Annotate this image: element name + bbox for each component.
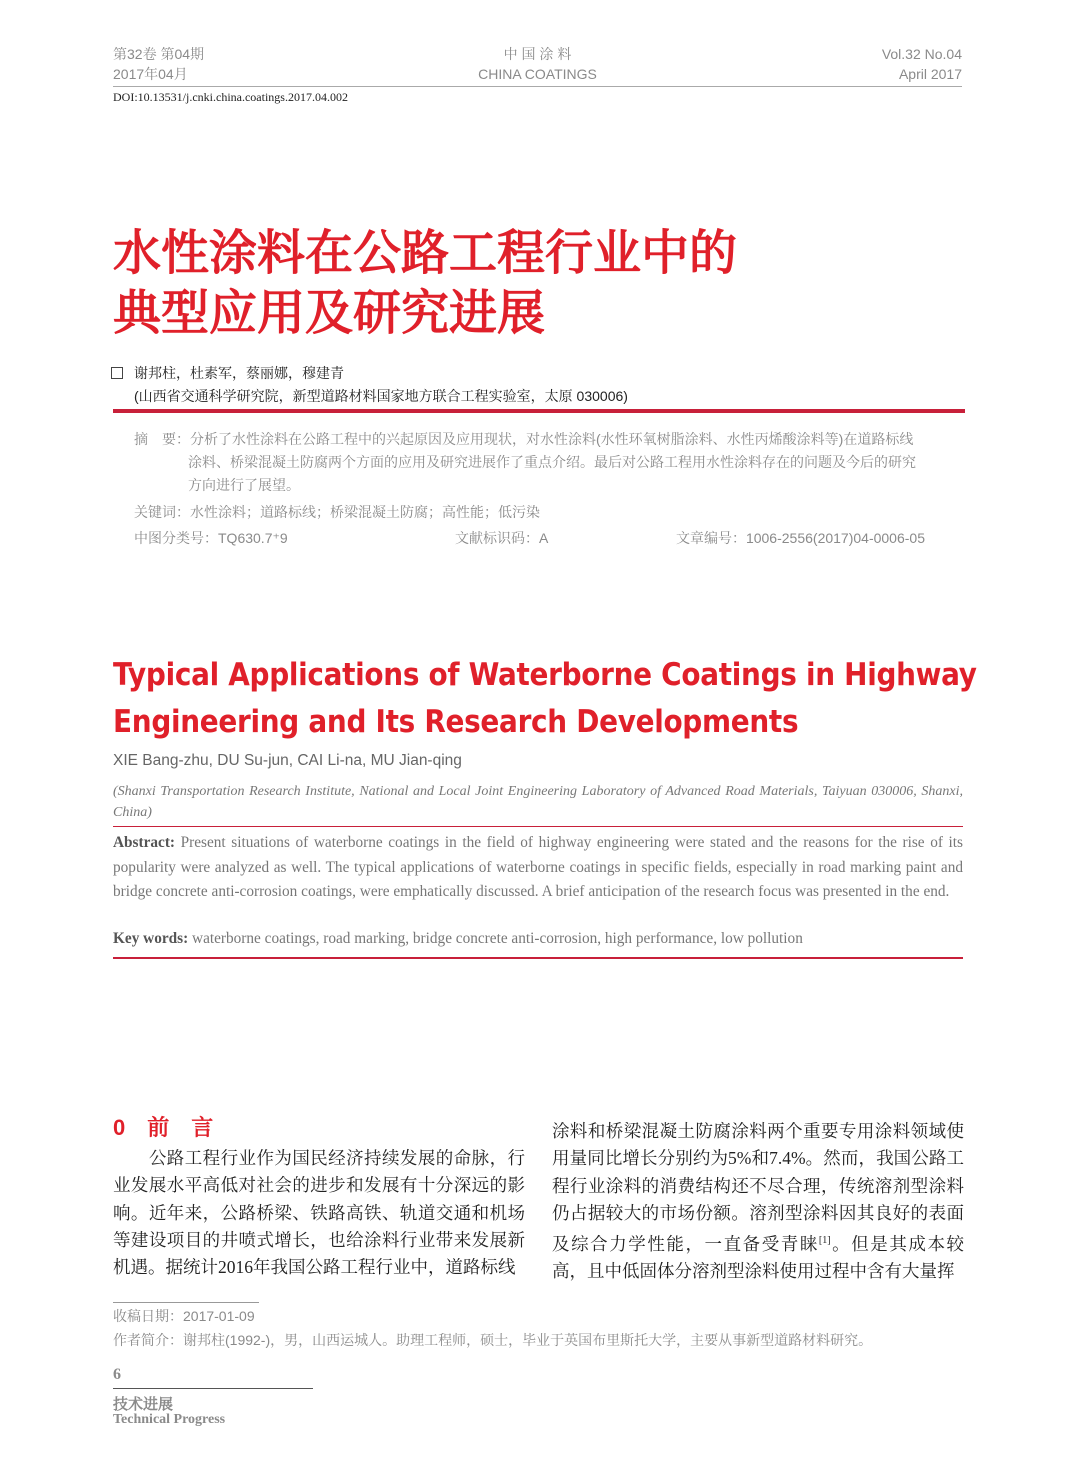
red-rule (113, 409, 965, 413)
keywords-en-label: Key words: (113, 930, 189, 947)
header-rule (113, 86, 962, 87)
body-column-right (552, 1118, 964, 1286)
citation[interactable]: [1] (818, 1235, 831, 1247)
doi: DOI:10.13531/j.cnki.china.coatings.2017.04.002 (113, 90, 348, 104)
volume-cn: 第32卷 第04期 (113, 46, 205, 62)
clc-number: 中图分类号：TQ630.7⁺9 (134, 530, 288, 546)
section-heading (113, 1111, 213, 1142)
affiliation-cn: (山西省交通科学研究院，新型道路材料国家地方联合工程实验室，太原 030006) (134, 388, 628, 404)
square-bullet-icon (111, 367, 123, 379)
received-date: 收稿日期：2017-01-09 (113, 1308, 255, 1324)
date-en: April 2017 (898, 66, 962, 82)
footnote-rule (113, 1302, 259, 1303)
rule (113, 826, 963, 827)
title-cn-line: 水性涂料在公路工程行业中的 (113, 227, 738, 280)
keywords-cn: 关键词：水性涂料；道路标线；桥梁混凝土防腐；高性能；低污染 (134, 504, 540, 520)
abstract-cn-label: 摘 要： (134, 431, 190, 447)
authors-cn: 谢邦柱，杜素军，蔡丽娜，穆建青 (134, 365, 344, 381)
abstract-en-label: Abstract: (113, 834, 176, 851)
abstract-cn (134, 428, 926, 497)
title-en-line: Engineering and Its Research Developments (113, 704, 799, 740)
footer-rule (113, 1388, 313, 1389)
date-cn: 2017年04月 (113, 66, 188, 82)
section-title: 前 言 (147, 1115, 214, 1140)
footer-section-cn: 技术进展 (113, 1397, 174, 1413)
journal-en: CHINA COATINGS (478, 66, 597, 82)
authors-en: XIE Bang-zhu, DU Su-jun, CAI Li-na, MU Jian-qing (113, 752, 462, 769)
body-text: 。但是其成本较高，且中低固体分溶剂型涂料使用过程中含有大量挥 (552, 1234, 965, 1282)
footer-section-en: Technical Progress (113, 1412, 226, 1427)
title-cn (113, 224, 737, 344)
body-column-left: 公路工程行业作为国民经济持续发展的命脉，行业发展水平高低对社会的进步和发展有十分深远的影响。近年来，公路桥梁、铁路高铁、轨道交通和机场等建设项目的井喷式增长，也给涂料行业带来发展新机遇。据统计2016年我国公路工程行业中，道路标线 (113, 1148, 525, 1278)
author-bio: 作者简介：谢邦柱(1992-)，男，山西运城人。助理工程师，硕士，毕业于英国布里斯托大学，主要从事新型道路材料研究。 (113, 1332, 873, 1348)
page-number: 6 (113, 1366, 121, 1383)
section-number: 0 (113, 1115, 126, 1140)
body-text: 涂料和桥梁混凝土防腐涂料两个重要专用涂料领域使用量同比增长分别约为5%和7.4%。然而，我国公路工程行业涂料的消费结构还不尽合理，传统溶剂型涂料仍占据较大的市场份额。溶剂型涂料因其良好的表面及综合力学性能，一直备受青睐 (552, 1121, 964, 1255)
document-code: 文献标识码：A (455, 530, 549, 546)
rule (113, 957, 963, 959)
volume-en: Vol.32 No.04 (881, 46, 962, 62)
title-en (113, 652, 977, 746)
title-cn-line: 典型应用及研究进展 (113, 287, 546, 340)
journal-cn: 中 国 涂 料 (503, 46, 572, 62)
title-en-line: Typical Applications of Waterborne Coatings in Highway (113, 657, 977, 693)
abstract-en (113, 831, 963, 905)
abstract-en-text: Present situations of waterborne coatings in the field of highway engineering were stated and the reasons for the rise of its popularity were analyzed as well. The typical applications of waterborne coatings in specific fields, especially in road marking paint and bridge concrete anti-corrosion coatings, were emphatically discussed. A brief anticipation of the research focus was presented in the end. (113, 834, 963, 900)
keywords-en-text: waterborne coatings, road marking, bridge concrete anti-corrosion, high performance, low pollution (188, 930, 803, 947)
keywords-en (113, 930, 803, 948)
abstract-cn-text: 分析了水性涂料在公路工程中的兴起原因及应用现状，对水性涂料(水性环氧树脂涂料、水性丙烯酸涂料等)在道路标线涂料、桥梁混凝土防腐两个方面的应用及研究进展作了重点介绍。最后对公路工程用水性涂料存在的问题及今后的研究方向进行了展望。 (188, 431, 916, 493)
article-number: 文章编号：1006-2556(2017)04-0006-05 (675, 530, 925, 546)
affiliation-en: (Shanxi Transportation Research Institute, National and Local Joint Engineering Laboratory of Advanced Road Materials, Taiyuan 030006, Shanxi, China) (113, 784, 963, 820)
